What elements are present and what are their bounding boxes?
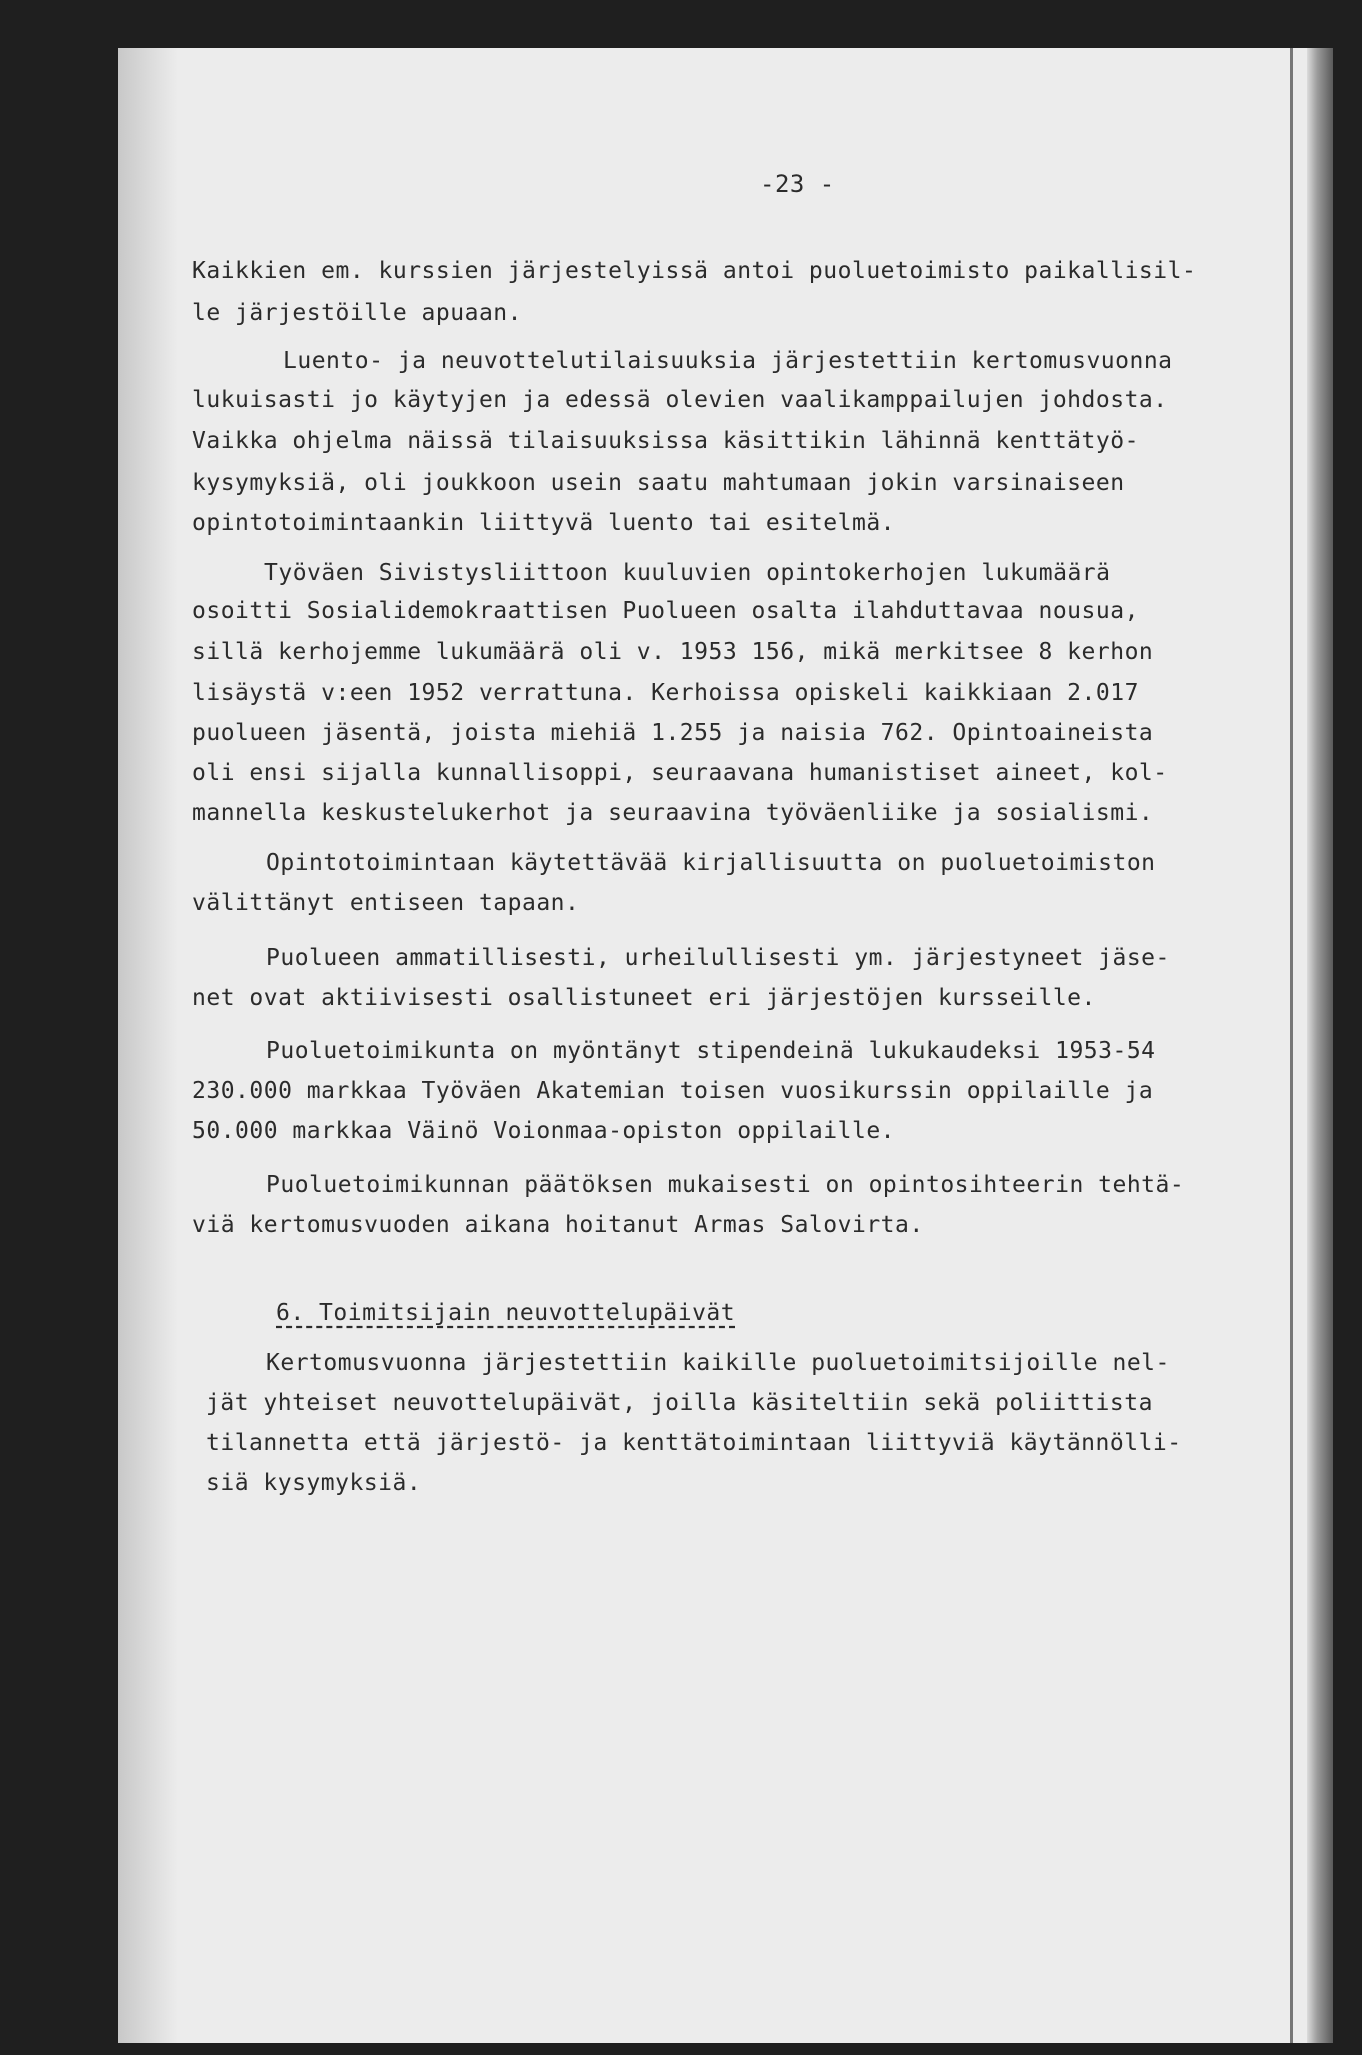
text-line: sillä kerhojemme lukumäärä oli v. 1953 156, mikä merkitsee 8 kerhon bbox=[192, 639, 1154, 665]
book-binding bbox=[1307, 48, 1333, 2043]
text-line: Kaikkien em. kurssien järjestelyissä antoi puoluetoimisto paikallisil- bbox=[192, 258, 1197, 284]
text-line: Puoluetoimikunnan päätöksen mukaisesti on opintosihteerin tehtä- bbox=[266, 1172, 1185, 1198]
text-line: oli ensi sijalla kunnallisoppi, seuraavana humanistiset aineet, kol- bbox=[192, 760, 1168, 786]
text-line: Vaikka ohjelma näissä tilaisuuksissa käsittikin lähinnä kenttätyö- bbox=[192, 428, 1139, 454]
text-line: puolueen jäsentä, joista miehiä 1.255 ja naisia 762. Opintoaineista bbox=[192, 720, 1154, 746]
text-line: viä kertomusvuoden aikana hoitanut Armas Salovirta. bbox=[192, 1212, 924, 1238]
text-line: 230.000 markkaa Työväen Akatemian toisen vuosikurssin oppilaille ja bbox=[192, 1078, 1154, 1104]
text-line: tilannetta että järjestö- ja kenttätoimintaan liittyviä käytännölli- bbox=[206, 1430, 1182, 1456]
text-line: net ovat aktiivisesti osallistuneet eri järjestöjen kursseille. bbox=[192, 985, 1096, 1011]
text-line: Kertomusvuonna järjestettiin kaikille puoluetoimitsijoille nel- bbox=[266, 1350, 1170, 1376]
text-line: kysymyksiä, oli joukkoon usein saatu mahtumaan jokin varsinaiseen bbox=[192, 470, 1125, 496]
binding-line bbox=[1290, 48, 1293, 2043]
text-line: jät yhteiset neuvottelupäivät, joilla käsiteltiin sekä poliittista bbox=[206, 1390, 1153, 1416]
text-line: Puolueen ammatillisesti, urheilullisesti ym. järjestyneet jäse- bbox=[266, 945, 1170, 971]
text-line: Luento- ja neuvottelutilaisuuksia järjestettiin kertomusvuonna bbox=[283, 348, 1173, 374]
text-line: lisäystä v:een 1952 verrattuna. Kerhoissa opiskeli kaikkiaan 2.017 bbox=[192, 680, 1139, 706]
text-line: välittänyt entiseen tapaan. bbox=[192, 890, 580, 916]
text-line: opintotoimintaankin liittyvä luento tai esitelmä. bbox=[192, 510, 896, 536]
text-line: le järjestöille apuaan. bbox=[192, 300, 522, 326]
text-line: mannella keskustelukerhot ja seuraavina työväenliike ja sosialismi. bbox=[192, 800, 1154, 826]
text-line: siä kysymyksiä. bbox=[206, 1470, 422, 1496]
text-line: 50.000 markkaa Väinö Voionmaa-opiston oppilaille. bbox=[192, 1118, 896, 1144]
text-line: Opintotoimintaan käytettävää kirjallisuutta on puoluetoimiston bbox=[266, 850, 1156, 876]
page-number: -23 - bbox=[760, 170, 835, 198]
text-line: Puoluetoimikunta on myöntänyt stipendeinä lukukaudeksi 1953-54 bbox=[266, 1038, 1156, 1064]
text-line: Työväen Sivistysliittoon kuuluvien opintokerhojen lukumäärä bbox=[264, 560, 1111, 586]
text-line: osoitti Sosialidemokraattisen Puolueen osalta ilahduttavaa nousua, bbox=[192, 598, 1139, 624]
section-heading: 6. Toimitsijain neuvottelupäivät bbox=[276, 1300, 736, 1326]
page-left-shadow bbox=[118, 48, 178, 2043]
text-line: lukuisasti jo käytyjen ja edessä olevien vaalikamppailujen johdosta. bbox=[192, 387, 1168, 413]
